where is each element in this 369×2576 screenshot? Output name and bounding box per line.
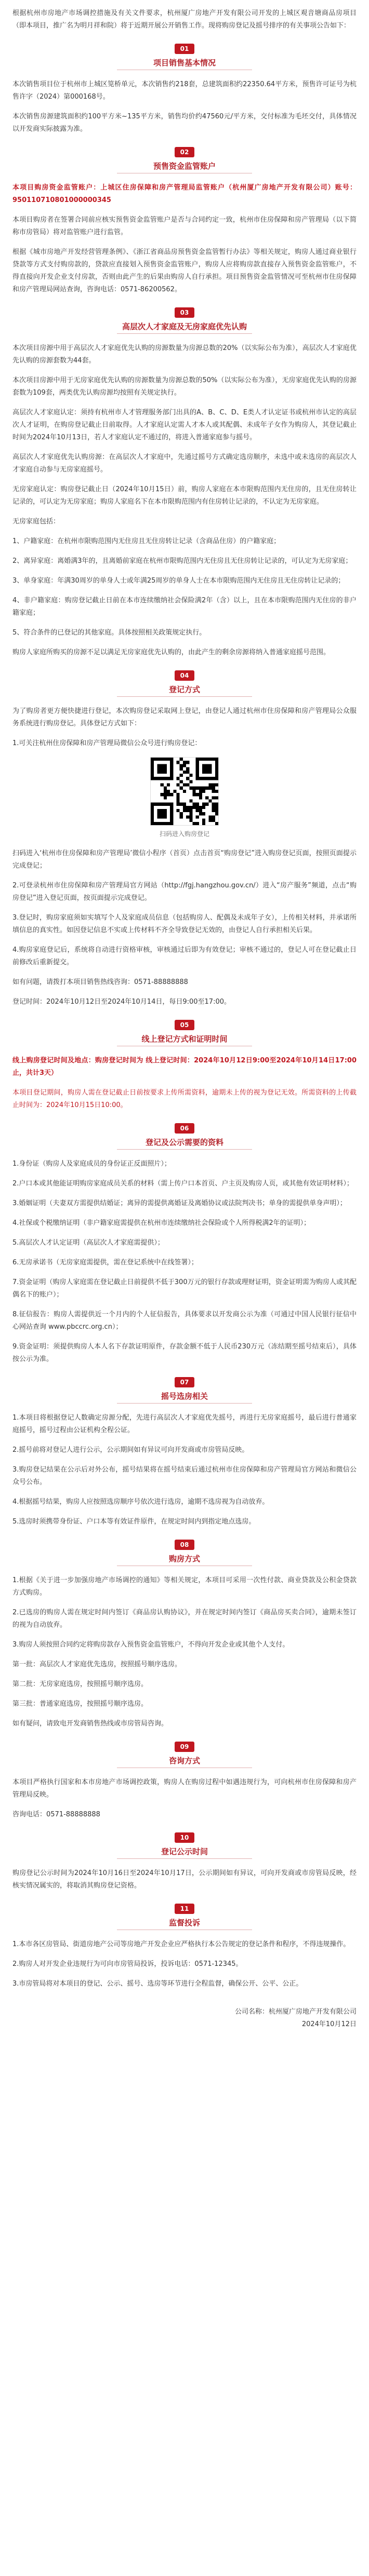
section-paragraph: 1.根据《关于进一步加强房地产市场调控的通知》等相关规定，本项目可采用一次性付款、商业贷款及公积金贷款方式购房。 [12,1576,357,1597]
section-paragraph: 第一批：高层次人才家庭优先选房，按照摇号顺序选房。 [12,1661,182,1668]
section-10 [12,1832,357,1892]
section-paragraph: 本次销售项目位于杭州市上城区笕桥单元，本次销售约218套，总建筑面积约22350.64平方米，预售许可证号为杭售许字（2024）第000168号。 [12,80,357,101]
section-paragraph: 无房家庭包括： [12,518,60,525]
section-paragraph: 5.选房时须携带身份证、户口本等有效证件原件，在规定时间内到指定地点选房。 [12,1518,256,1526]
section-number-badge: 04 [175,670,194,681]
section-paragraph: 3.购房登记结果在公示后对外公布，摇号结果将在摇号结束后通过杭州市住房保障和房产管理局官方网站和微信公众号公布。 [12,1466,357,1486]
section-09 [12,1742,357,1821]
section-number-badge: 02 [175,147,194,157]
intro-paragraph: 根据杭州市房地产市场调控措施及有关文件要求，杭州厦广房地产开发有限公司开发的上城区观音塘商品房项目（即本项目，推广名为明月祥和院）将于近期开展公开销售工作。现将购房登记及摇号排序的有关事项公告如下： [12,9,357,30]
section-paragraph: 如有问题，请拨打本项目销售热线咨询：0571-88888888 [12,978,188,986]
section-paragraph: 根据《城市房地产开发经营管理条例》、《浙江省商品房预售资金监管暂行办法》等相关规定，购房人通过商业银行贷款等方式支付购房款的，贷款应直接划入预售资金监管账户，购房人应将购房款直接存入预售资金监管账户，不得直接向开发企业支付房款，否则由此产生的后果由购房人自行承担。项目预售资金监管情况可至杭州市住房保障和房产管理局网站查询，咨询电话：0571-86200562。 [12,248,357,293]
section-paragraph: 第二批：无房家庭选房，按照摇号顺序选房。 [12,1680,148,1688]
section-07 [12,1377,357,1528]
section-number-badge: 01 [175,44,194,54]
section-title: 监督投诉 [117,1916,252,1930]
section-paragraph: 为了购房者更方便快捷进行登记，本次购房登记采取网上登记，由登记人通过杭州市住房保障和房产管理局公众服务系统进行购房登记。具体登记方式如下： [12,707,357,727]
section-paragraph: 本项目购房资金监管账户：上城区住房保障和房产管理局监管账户（杭州厦广房地产开发有限公司）账号：950110710801000000345 [12,184,357,204]
section-paragraph: 9.资金证明：须提供购房人本人名下存款证明原件，存款金额不低于人民币230万元（冻结期至摇号结束后），具体按公示为准。 [12,1343,357,1363]
qr-code-block [12,757,357,838]
section-11 [12,1904,357,1990]
section-paragraph: 4、非户籍家庭：购房登记截止日前在本市连续缴纳社会保险满2年（含）以上，且在本市限购范围内无住房的非户籍家庭； [12,597,357,617]
section-paragraph: 6.无房承诺书（无房家庭需提供，需在登记系统中在线签署）； [12,1259,198,1266]
section-title: 预售资金监管账户 [117,159,252,173]
section-paragraph: 本次项目房源中用于无房家庭优先认购的房源数量为房源总数的50%（以实际公布为准），无房家庭优先认购的房源套数为109套，两类优先认购房源均按照有关规定执行。 [12,376,357,397]
section-paragraph: 4.社保或个税缴纳证明（非户籍家庭需提供在杭州市连续缴纳社会保险或个人所得税满2年的证明）； [12,1219,311,1227]
section-03 [12,307,357,659]
section-paragraph: 1.本项目将根据登记人数确定房源分配，先进行高层次人才家庭优先摇号，再进行无房家庭摇号，最后进行普通家庭摇号，摇号过程由公证机构全程公证。 [12,1414,357,1434]
qr-code-icon[interactable] [150,757,219,826]
section-title: 登记方式 [117,683,252,697]
section-paragraph: 3.市房管局将对本项目的登记、公示、摇号、选房等环节进行全程监督，确保公开、公平、公正。 [12,1980,303,1988]
section-paragraph: 如有疑问，请致电开发商销售热线或市房管局咨询。 [12,1720,168,1728]
section-number-badge: 10 [175,1832,194,1843]
section-number-badge: 03 [175,307,194,318]
section-paragraph: 本项目购房者在签署合同前应核实预售资金监管账户是否与合同约定一致，杭州市住房保障和房产管理局（以下简称市房管局）将对监管账户进行监管。 [12,216,357,236]
section-paragraph: 2.户口本或其他能证明购房家庭成员关系的材料（需上传户口本首页、户主页及购房人页，或其他有效证明材料）； [12,1180,353,1188]
section-number-badge: 07 [175,1377,194,1387]
section-paragraph: 1.身份证（购房人及家庭成员的身份证正反面照片）； [12,1160,171,1168]
section-08 [12,1540,357,1730]
section-paragraph: 本次销售房源建筑面积约100平方米~135平方米，销售均价约47560元/平方米，交付标准为毛坯交付，具体情况以开发商实际披露为准。 [12,113,357,133]
section-paragraph: 3、单身家庭：年满30周岁的单身人士或年满25周岁的单身人士在本市限购范围内无住房且无住房转让记录的； [12,577,345,585]
section-paragraph: 登记时间：2024年10月12日至2024年10月14日，每日9:00至17:00。 [12,998,231,1006]
section-paragraph: 2.已选房的购房人需在规定时间内签订《商品房认购协议》，并在规定时间内签订《商品房买卖合同》，逾期未签订的视为自动放弃。 [12,1609,357,1629]
section-paragraph: 本项目登记期间，购房人需在登记截止日前按要求上传所需资料，逾期未上传的视为登记无效。所需资料的上传截止时间为：2024年10月15日10:00。 [12,1089,357,1109]
section-number-badge: 09 [175,1742,194,1752]
section-paragraph: 3.婚姻证明（夫妻双方需提供结婚证；离异的需提供离婚证及离婚协议或法院判决书；单身的需提供单身声明）； [12,1199,347,1207]
section-paragraph: 高层次人才家庭认定：须持有杭州市人才管理服务部门出具的A、B、C、D、E类人才认定证书或杭州市认定的高层次人才证明，在购房登记截止日前取得。人才家庭认定需人才本人或其配偶、未成年子女作为购房人，其登记截止时间为2024年10月13日，若人才家庭认定不通过的，将进入普通家庭参与摇号。 [12,409,357,441]
section-02 [12,147,357,296]
section-paragraph: 扫码进入‘杭州市住房保障和房产管理局’微信小程序（首页）点击首页“购房登记”进入购房登记页面，按照页面提示完成登记； [12,849,357,870]
section-paragraph: 7.资金证明（购房人家庭需在登记截止日前提供不低于300万元的银行存款或理财证明，资金证明需为购房人或其配偶名下的账户）； [12,1278,357,1299]
section-paragraph: 4.购房家庭登记后，系统将自动进行资格审核，审核通过后即为有效登记；审核不通过的，登记人可在登记截止日前修改后重新提交。 [12,946,357,966]
section-paragraph: 2.可登录杭州市住房保障和房产管理局官方网站（http://fgj.hangzhou.gov.cn/）进入“房产服务”频道，点击“购房登记”进入登记页面，按页面提示完成登记。 [12,882,357,902]
section-paragraph: 3.登记时，购房家庭须如实填写个人及家庭成员信息（包括购房人、配偶及未成年子女），上传相关材料，并承诺所填信息的真实性。如因登记信息不实或上传材料不齐全导致登记无效的，由登记人自行承担相关后果。 [12,914,357,934]
footer-date: 2024年10月12日 [301,2020,357,2028]
section-paragraph: 咨询电话：0571-88888888 [12,1811,100,1818]
section-title: 线上登记方式和证明时间 [117,1032,252,1046]
sections-container [12,44,357,1990]
footer [12,2006,357,2031]
footer-company: 公司名称：杭州厦广房地产开发有限公司 [234,2008,357,2016]
section-paragraph: 3.购房人须按照合同约定将购房款存入预售资金监管账户，不得向开发企业或其他个人支付。 [12,1641,289,1649]
section-paragraph: 本次项目房源中用于高层次人才家庭优先认购的房源数量为房源总数的20%（以实际公布为准），高层次人才家庭优先认购的房源套数为44套。 [12,344,357,365]
section-paragraph: 购房人家庭所购买的房源不足以满足无房家庭优先认购的，由此产生的剩余房源将纳入普通家庭摇号范围。 [12,649,331,656]
section-paragraph: 5.高层次人才认定证明（高层次人才家庭需提供）； [12,1239,164,1247]
section-number-badge: 06 [175,1123,194,1134]
section-title: 登记及公示需要的资料 [117,1136,252,1150]
section-paragraph: 1.可关注杭州住房保障和房产管理局微信公众号进行购房登记： [12,739,202,747]
section-paragraph: 本项目严格执行国家和本市房地产市场调控政策，购房人在购房过程中如遇违规行为，可向杭州市住房保障和房产管理局反映。 [12,1778,357,1799]
section-number-badge: 05 [175,1020,194,1030]
section-number-badge: 11 [175,1904,194,1914]
section-paragraph: 第三批：普通家庭选房，按照摇号顺序选房。 [12,1700,148,1708]
section-paragraph: 2.摇号前将对登记人进行公示，公示期间如有异议可向开发商或市房管局反映。 [12,1446,249,1454]
section-title: 高层次人才家庭及无房家庭优先认购 [117,320,252,334]
section-paragraph: 线上购房登记时间及地点：购房登记时间为 线上登记时间：2024年10月12日9:00至2024年10月14日17:00止，共计3天） [12,1057,357,1077]
qr-caption: 扫码进入购房登记 [159,830,209,838]
section-paragraph: 1.本市各区房管局、街道房地产公司等房地产开发企业应严格执行本公告规定的登记条件和程序，不得违规操作。 [12,1940,350,1948]
section-paragraph: 无房家庭认定：购房登记截止日（2024年10月15日）前，购房人家庭在本市限购范围内无住房的，且无住房转让记录的，可认定为无房家庭；购房人家庭名下在本市限购范围内有住房转让记录的，不认定为无房家庭。 [12,485,357,506]
section-01 [12,44,357,136]
section-06 [12,1123,357,1366]
section-paragraph: 高层次人才家庭优先认购房源：在高层次人才家庭中，先通过摇号方式确定选房顺序，未选中或未选房的高层次人才家庭自动参与无房家庭摇号。 [12,453,357,474]
section-paragraph: 2.购房人对开发企业违规行为可向市房管局投诉，投诉电话：0571-12345。 [12,1960,243,1968]
section-paragraph: 购房登记公示时间为2024年10月16日至2024年10月17日，公示期间如有异议，可向开发商或市房管局反映，经核实情况属实的，将取消其购房登记资格。 [12,1869,357,1890]
section-05 [12,1020,357,1112]
section-title: 摇号选房相关 [117,1390,252,1404]
section-number-badge: 08 [175,1540,194,1550]
section-paragraph: 8.征信报告：购房人需提供近一个月内的个人征信报告，具体要求以开发商公示为准（可通过中国人民银行征信中心网站查询 www.pbccrc.org.cn）； [12,1311,357,1331]
section-paragraph: 5、符合条件的已登记的其他家庭。具体按照相关政策规定执行。 [12,629,206,637]
section-paragraph: 1、户籍家庭：在杭州市限购范围内无住房且无住房转让记录（含商品住房）的户籍家庭； [12,537,281,545]
section-title: 项目销售基本情况 [117,56,252,70]
section-title: 咨询方式 [117,1754,252,1768]
section-title: 购房方式 [117,1552,252,1566]
section-paragraph: 2、离异家庭：离婚满3年的，且离婚前家庭在杭州市限购范围内无住房且无住房转让记录的，可认定为无房家庭； [12,557,352,565]
section-title: 登记公示时间 [117,1845,252,1859]
section-paragraph: 4.根据摇号结果，购房人应按照选房顺序号依次进行选房，逾期不选房视为自动放弃。 [12,1498,269,1506]
section-04 [12,670,357,1008]
